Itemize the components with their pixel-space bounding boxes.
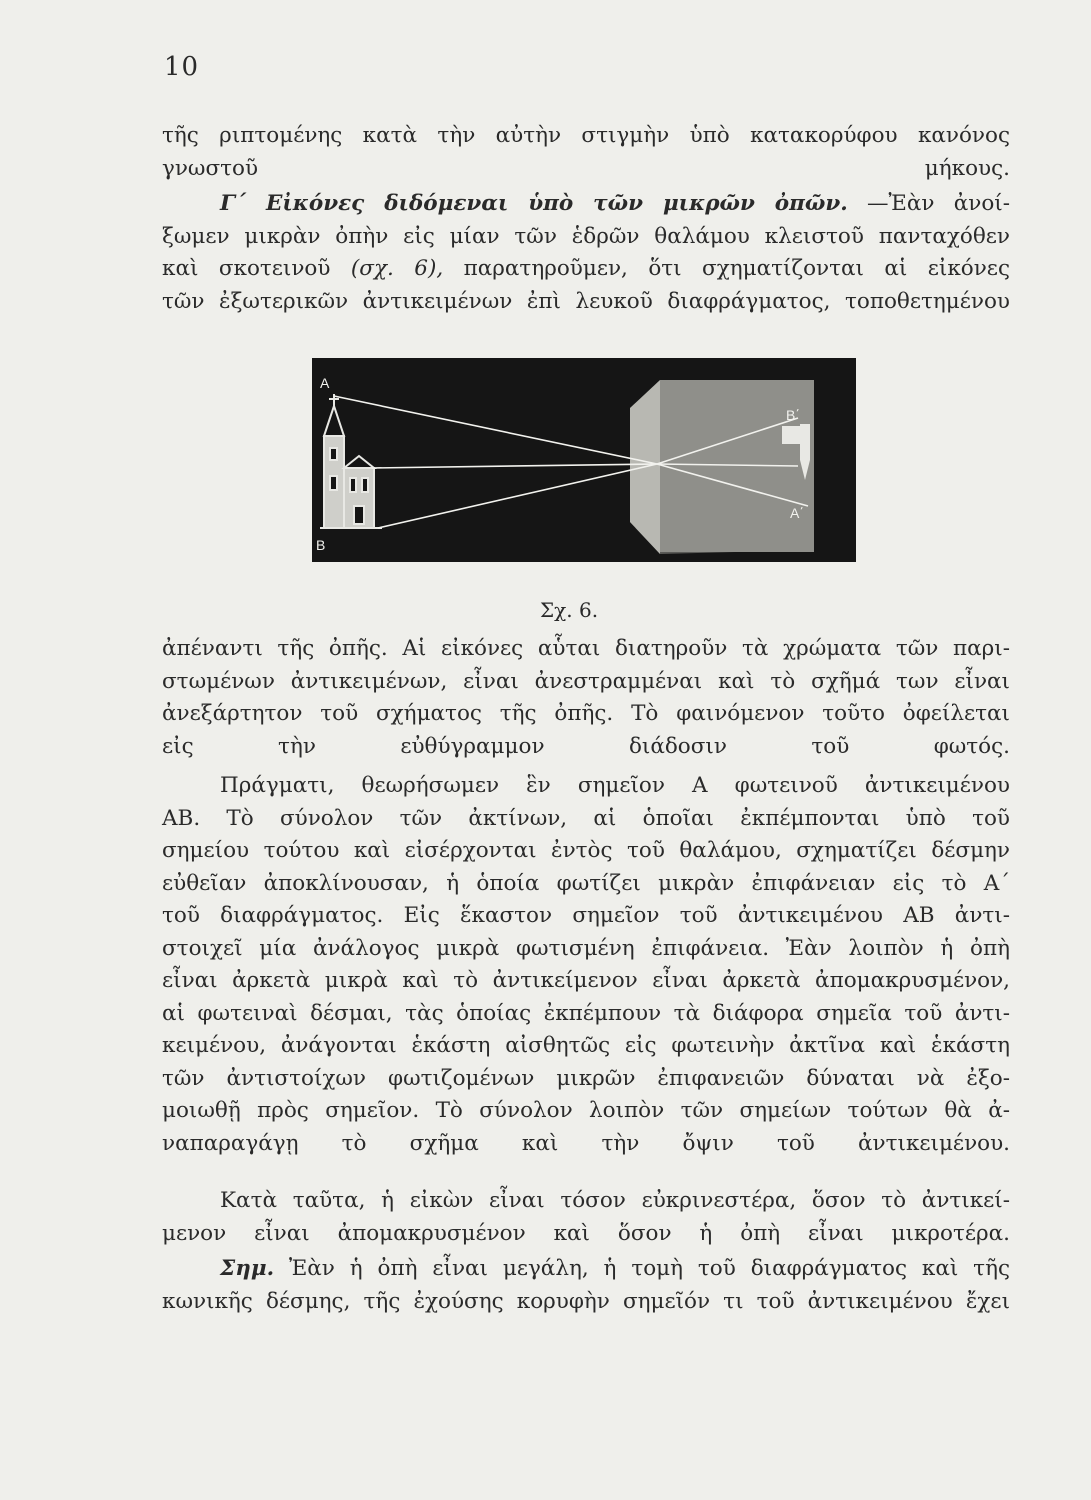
text-line: αἱ φωτειναὶ δέσμαι, τὰς ὁποίας ἐκπέμπουν τὰ διάφορα σημεῖα τοῦ ἀντι- [162, 1000, 1010, 1026]
text-line: εἰς τὴν εὐθύγραμμον διάδοσιν τοῦ φωτός. [162, 733, 1010, 759]
text-line: τοῦ διαφράγματος. Εἰς ἕκαστον σημεῖον τοῦ ἀντικειμένου ΑΒ ἀντι- [162, 903, 1010, 928]
text-line: μοιωθῇ πρὸς σημεῖον. Τὸ σύνολον λοιπὸν τῶν σημείων τούτων θὰ ἀ- [162, 1098, 1010, 1123]
text-line: ξωμεν μικρὰν ὀπὴν εἰς μίαν τῶν ἑδρῶν θαλάμου κλειστοῦ πανταχόθεν [162, 223, 1010, 249]
text-line: στοιχεῖ μία ἀνάλογος μικρὰ φωτισμένη ἐπιφάνεια. Ἐὰν λοιπὸν ἡ ὀπὴ [162, 935, 1010, 961]
text-line: ἀνεξάρτητον τοῦ σχήματος τῆς ὀπῆς. Τὸ φαινόμενον τοῦτο ὀφείλεται [162, 701, 1010, 726]
text-line: σημείου τούτου καὶ εἰσέρχονται ἐντὸς τοῦ θαλάμου, σχηματίζει δέσμην [162, 838, 1010, 863]
label-b-prime: Β΄ [786, 407, 800, 423]
note-label: Σημ. [220, 1256, 275, 1281]
section-c-paragraph [162, 188, 1010, 318]
text-line: κωνικῆς δέσμης, τῆς ἐχούσης κορυφὴν σημεῖόν τι τοῦ ἀντικειμένου ἔχει [162, 1288, 1010, 1314]
section-heading: Γ΄ Εἰκόνες διδόμεναι ὑπὸ τῶν μικρῶν ὀπῶν. [220, 191, 848, 216]
camera-obscura-figure [312, 358, 856, 562]
text-line [162, 253, 1010, 286]
paragraph-2 [162, 770, 1010, 1160]
text-line: τῶν ἐξωτερικῶν ἀντικειμένων ἐπὶ λευκοῦ διαφράγματος, τοποθετημένου [162, 288, 1010, 314]
section-heading-tail: —Ἐὰν ἀνοί- [867, 191, 1010, 216]
text-fragment: καὶ σκοτεινοῦ [162, 256, 331, 281]
figure-caption: Σχ. 6. [540, 598, 599, 622]
text-line: Πράγματι, θεωρήσωμεν ἓν σημεῖον Α φωτεινοῦ ἀντικειμένου [220, 773, 1010, 798]
text-line: Κατὰ ταῦτα, ἡ εἰκὼν εἶναι τόσον εὐκρινεστέρα, ὅσον τὸ ἀντικεί- [220, 1188, 1010, 1213]
text-line: στωμένων ἀντικειμένων, εἶναι ἀνεστραμμέναι καὶ τὸ σχῆμά των εἶναι [162, 668, 1010, 694]
text-line: εὐθεῖαν ἀποκλίνουσαν, ἡ ὁποία φωτίζει μικρὰν ἐπιφάνειαν εἰς τὸ Α΄ [162, 870, 1010, 896]
paragraph-3 [162, 1185, 1010, 1250]
text-line: τῶν ἀντιστοίχων φωτιζομένων μικρῶν ἐπιφανειῶν δύναται νὰ ἐξο- [162, 1065, 1010, 1091]
text-line: εἶναι ἀρκετὰ μικρὰ καὶ τὸ ἀντικείμενον εἶναι ἀρκετὰ ἀπομακρυσμένον, [162, 968, 1010, 993]
label-b: Β [316, 537, 326, 553]
section-heading-line [162, 188, 1010, 221]
text-fragment: Ἐὰν ἡ ὀπὴ εἶναι μεγάλη, ἡ τομὴ τοῦ διαφράγματος καὶ τῆς [288, 1256, 1010, 1281]
figure-reference: (σχ. 6), [350, 256, 444, 281]
text-line: κειμένου, ἀνάγονται ἑκάστη αἰσθητῶς εἰς φωτεινὴν ἀκτῖνα καὶ ἑκάστη [162, 1033, 1010, 1058]
label-a: Α [320, 375, 330, 391]
text-line [162, 1253, 1010, 1286]
text-line: ἀπέναντι τῆς ὀπῆς. Αἱ εἰκόνες αὗται διατηροῦν τὰ χρώματα τῶν παρι- [162, 636, 1010, 661]
camera-obscura-drawing [312, 358, 856, 562]
text-line: ΑΒ. Τὸ σύνολον τῶν ἀκτίνων, αἱ ὁποῖαι ἐκπέμπονται ὑπὸ τοῦ [162, 805, 1010, 831]
text-line: μενον εἶναι ἀπομακρυσμένον καὶ ὅσον ἡ ὀπὴ εἶναι μικροτέρα. [162, 1220, 1010, 1246]
text-line: ναπαραγάγῃ τὸ σχῆμα καὶ τὴν ὄψιν τοῦ ἀντικειμένου. [162, 1130, 1010, 1156]
label-a-prime: Α΄ [790, 505, 804, 521]
note-paragraph [162, 1253, 1010, 1318]
paragraph-continuation [162, 120, 1010, 185]
text-line: γνωστοῦ μήκους. [162, 155, 1010, 181]
text-line: τῆς ριπτομένης κατὰ τὴν αὐτὴν στιγμὴν ὑπὸ κατακορύφου κανόνος [162, 123, 1010, 148]
text-fragment: παρατηροῦμεν, ὅτι σχηματίζονται αἱ εἰκόνες [463, 256, 1010, 281]
paragraph-1 [162, 633, 1010, 763]
page-number: 10 [164, 52, 200, 82]
